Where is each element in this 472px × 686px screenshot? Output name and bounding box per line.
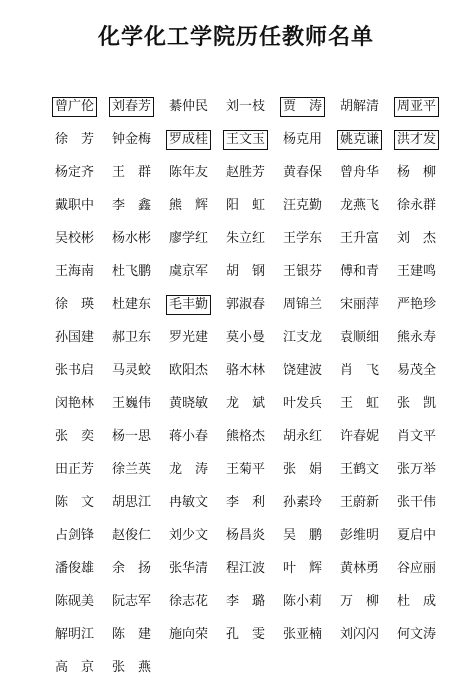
teacher-name-text: 徐 芳 [54,131,94,147]
teacher-name-text: 肖 飞 [339,362,379,378]
teacher-name [103,494,160,512]
name-row [46,156,446,189]
teacher-name-boxed [388,130,445,150]
teacher-name-text: 张 奕 [54,428,94,444]
teacher-name-text: 黄林勇 [339,560,379,576]
teacher-name-text: 孙国建 [54,329,94,345]
teacher-name-text: 刘 杰 [396,230,436,246]
teacher-name-text: 肖文平 [396,428,436,444]
teacher-name [331,329,388,347]
teacher-name-text: 谷应丽 [396,560,436,576]
teacher-name [217,197,274,215]
teacher-name-text: 朱立红 [225,230,265,246]
teacher-name-text: 冉敏文 [168,494,208,510]
teacher-name [331,593,388,611]
teacher-name [160,527,217,545]
teacher-name-text: 饶建波 [282,362,322,378]
teacher-name [160,329,217,347]
teacher-name [388,164,445,182]
teacher-name-text: 袁顺细 [339,329,379,345]
page-title: 化学化工学院历任教师名单 [97,25,374,50]
name-row [46,519,446,552]
teacher-name-text: 杨定齐 [54,164,94,180]
teacher-name [46,659,103,677]
teacher-name-text: 吴 鹏 [282,527,322,543]
teacher-name [46,263,103,281]
teacher-name-text: 徐 瑛 [54,296,94,312]
teacher-name [217,560,274,578]
name-row [46,123,446,156]
teacher-name [217,164,274,182]
teacher-name-text: 王菊平 [225,461,265,477]
teacher-name [46,428,103,446]
teacher-name [331,197,388,215]
teacher-name-text: 莫小曼 [225,329,265,345]
teacher-name-boxed [274,97,331,117]
teacher-name [331,494,388,512]
teacher-name [160,230,217,248]
teacher-name-text: 曾舟华 [339,164,379,180]
teacher-name [46,197,103,215]
name-row [46,288,446,321]
name-row [46,321,446,354]
teacher-name-text: 姚克谦 [337,130,382,150]
teacher-name [331,263,388,281]
teacher-name [331,296,388,314]
teacher-name [103,395,160,413]
teacher-name [103,659,160,677]
teacher-name [388,296,445,314]
teacher-name [217,626,274,644]
teacher-name-text: 杨 柳 [396,164,436,180]
teacher-name-text: 张 燕 [111,659,151,675]
teacher-name [103,626,160,644]
teacher-name [331,98,388,116]
teacher-name-text: 占剑锋 [54,527,94,543]
teacher-name [160,98,217,116]
teacher-name-text: 徐兰英 [111,461,151,477]
teacher-name [160,593,217,611]
name-row [46,618,446,651]
teacher-name-text: 黄晓敏 [168,395,208,411]
teacher-name [160,197,217,215]
teacher-name [331,560,388,578]
teacher-name [388,560,445,578]
teacher-name-text: 廖学红 [168,230,208,246]
teacher-name-text: 杜 成 [396,593,436,609]
teacher-name [103,230,160,248]
teacher-name-text: 张干伟 [396,494,436,510]
teacher-name-text: 熊格杰 [225,428,265,444]
teacher-name-text: 熊 辉 [168,197,208,213]
teacher-name [331,230,388,248]
teacher-name [388,230,445,248]
teacher-name-text: 许春妮 [339,428,379,444]
teacher-name [217,362,274,380]
teacher-name-text: 阳 虹 [225,197,265,213]
teacher-name-text: 刘闪闪 [339,626,379,642]
teacher-name [160,164,217,182]
teacher-name [103,197,160,215]
teacher-name-text: 张万举 [396,461,436,477]
teacher-name-text: 黄春保 [282,164,322,180]
teacher-name [331,428,388,446]
teacher-name [388,362,445,380]
teacher-name [103,428,160,446]
teacher-name-text: 张 凯 [396,395,436,411]
teacher-name [103,461,160,479]
teacher-name [388,593,445,611]
teacher-name-text: 赵胜芳 [225,164,265,180]
teacher-name-text: 骆木林 [225,362,265,378]
teacher-name-text: 胡 钢 [225,263,265,279]
teacher-name [274,461,331,479]
teacher-name-text: 罗成桂 [166,130,211,150]
teacher-name [160,626,217,644]
teacher-name [331,395,388,413]
teacher-name-text: 郭淑春 [225,296,265,312]
teacher-name-text: 宋丽萍 [339,296,379,312]
teacher-name [160,263,217,281]
teacher-name-text: 施向荣 [168,626,208,642]
teacher-name [388,428,445,446]
teacher-name [274,197,331,215]
teacher-name-text: 李 璐 [225,593,265,609]
teacher-name-text: 周锦兰 [282,296,322,312]
teacher-name [46,395,103,413]
teacher-name-text: 杜飞鹏 [111,263,151,279]
teacher-name [274,494,331,512]
teacher-name-text: 王鹤文 [339,461,379,477]
teacher-name-text: 杨水彬 [111,230,151,246]
name-row [46,387,446,420]
teacher-name-boxed [46,97,103,117]
teacher-name [160,362,217,380]
teacher-name [274,296,331,314]
teacher-name-text: 王银芬 [282,263,322,279]
teacher-name [274,560,331,578]
teacher-name-text: 张书启 [54,362,94,378]
teacher-name-text: 王升富 [339,230,379,246]
teacher-name [274,164,331,182]
teacher-name-text: 胡解清 [339,98,379,114]
teacher-name [388,263,445,281]
name-row [46,651,446,684]
teacher-name-text: 虞京军 [168,263,208,279]
teacher-name-text: 汪克勤 [282,197,322,213]
teacher-name-text: 陈 建 [111,626,151,642]
teacher-name [274,527,331,545]
teacher-name-text: 刘少文 [168,527,208,543]
teacher-name-text: 彭维明 [339,527,379,543]
name-row [46,453,446,486]
teacher-name [46,527,103,545]
teacher-name-text: 余 扬 [111,560,151,576]
name-row [46,486,446,519]
teacher-name [103,263,160,281]
name-row [46,90,446,123]
teacher-name-text: 王学东 [282,230,322,246]
teacher-name-text: 贾 涛 [280,97,325,117]
teacher-name [217,527,274,545]
teacher-name-text: 陈砚美 [54,593,94,609]
teacher-name-text: 王巍伟 [111,395,151,411]
teacher-name-text: 郝卫东 [111,329,151,345]
teacher-name [388,494,445,512]
teacher-name [46,461,103,479]
teacher-name [331,527,388,545]
teacher-name-text: 程江波 [225,560,265,576]
teacher-name [160,560,217,578]
teacher-name-text: 叶发兵 [282,395,322,411]
teacher-name [274,230,331,248]
teacher-name [217,230,274,248]
teacher-name-text: 蒋小春 [168,428,208,444]
teacher-name [103,131,160,149]
teacher-name-text: 张亚楠 [282,626,322,642]
teacher-name-text: 王海南 [54,263,94,279]
teacher-name-text: 王 群 [111,164,151,180]
teacher-name-text: 解明江 [54,626,94,642]
teacher-name-text: 杨克用 [282,131,322,147]
teacher-name [160,461,217,479]
teacher-name-boxed [217,130,274,150]
teacher-name-text: 孔 雯 [225,626,265,642]
teacher-name [217,329,274,347]
teacher-name-text: 徐志花 [168,593,208,609]
teacher-name-text: 潘俊雄 [54,560,94,576]
teacher-name [388,626,445,644]
teacher-name [274,428,331,446]
teacher-name [46,296,103,314]
name-row [46,585,446,618]
teacher-name-text: 曾广伦 [52,97,97,117]
teacher-name-text: 傅和青 [339,263,379,279]
teacher-name-text: 钟金梅 [111,131,151,147]
teacher-name-text: 赵俊仁 [111,527,151,543]
teacher-name-text: 张 娟 [282,461,322,477]
teacher-name-text: 周亚平 [394,97,439,117]
teacher-name-text: 高 京 [54,659,94,675]
teacher-name [274,362,331,380]
teacher-name [103,593,160,611]
teacher-name [46,362,103,380]
teacher-name [217,395,274,413]
teacher-name [331,461,388,479]
teacher-name-text: 闵艳林 [54,395,94,411]
teacher-name [103,362,160,380]
teacher-name [331,362,388,380]
teacher-name-text: 万 柳 [339,593,379,609]
teacher-name-text: 王建鸣 [396,263,436,279]
teacher-name [217,593,274,611]
teacher-name-text: 龙 斌 [225,395,265,411]
teacher-name-text: 罗光建 [168,329,208,345]
teacher-name [274,131,331,149]
teacher-name-text: 张华清 [168,560,208,576]
teacher-name-text: 李 鑫 [111,197,151,213]
teacher-name [46,164,103,182]
teacher-name-boxed [103,97,160,117]
teacher-name [46,230,103,248]
name-row [46,420,446,453]
teacher-name [388,395,445,413]
teacher-name-text: 陈年友 [168,164,208,180]
teacher-name [217,296,274,314]
teacher-name-text: 王 虹 [339,395,379,411]
teacher-name [331,626,388,644]
teacher-name-text: 徐永群 [396,197,436,213]
teacher-name-text: 杨昌炎 [225,527,265,543]
teacher-name-boxed [160,130,217,150]
teacher-name-text: 綦仲民 [168,98,208,114]
teacher-name-text: 杜建东 [111,296,151,312]
teacher-name [46,131,103,149]
teacher-name-boxed [331,130,388,150]
teacher-name [274,395,331,413]
teacher-name-text: 孙素玲 [282,494,322,510]
teacher-name-text: 夏启中 [396,527,436,543]
name-row [46,354,446,387]
teacher-name [46,560,103,578]
teacher-name [388,527,445,545]
teacher-name-boxed [388,97,445,117]
teacher-name-text: 王蔚新 [339,494,379,510]
teacher-name-text: 马灵蛟 [111,362,151,378]
teacher-name [274,626,331,644]
teacher-name [46,593,103,611]
teacher-name-text: 胡永红 [282,428,322,444]
name-row [46,552,446,585]
teacher-name [217,263,274,281]
teacher-name [388,197,445,215]
teacher-name [103,329,160,347]
teacher-name [274,263,331,281]
teacher-name-text: 田正芳 [54,461,94,477]
teacher-name-text: 王文玉 [223,130,268,150]
teacher-name-text: 刘一枝 [225,98,265,114]
teacher-name-text: 戴职中 [54,197,94,213]
teacher-name [388,329,445,347]
teacher-name-text: 熊永寿 [396,329,436,345]
teacher-name-text: 龙 涛 [168,461,208,477]
teacher-name [217,461,274,479]
name-row [46,189,446,222]
teacher-name-boxed [160,295,217,315]
name-row [46,255,446,288]
teacher-name [160,494,217,512]
teacher-name-text: 洪才发 [394,130,439,150]
teacher-name-text: 陈 文 [54,494,94,510]
teacher-name-text: 李 利 [225,494,265,510]
teacher-name-text: 江支龙 [282,329,322,345]
teacher-name-text: 欧阳杰 [168,362,208,378]
teacher-name-text: 吴校彬 [54,230,94,246]
teacher-name [46,329,103,347]
teacher-name-text: 龙燕飞 [339,197,379,213]
teacher-name [160,428,217,446]
teacher-name-text: 陈小莉 [282,593,322,609]
teacher-name [46,494,103,512]
teacher-name-text: 叶 辉 [282,560,322,576]
teacher-name [46,626,103,644]
teacher-name [160,395,217,413]
teacher-name [274,593,331,611]
teacher-name [103,560,160,578]
teacher-name [103,164,160,182]
name-row [46,222,446,255]
teacher-name [217,494,274,512]
teacher-name-text: 阮志军 [111,593,151,609]
teacher-name [274,329,331,347]
teacher-name [217,98,274,116]
teacher-name [388,461,445,479]
teacher-name-text: 易茂全 [396,362,436,378]
teacher-name-text: 胡思江 [111,494,151,510]
teacher-name-text: 何文涛 [396,626,436,642]
teacher-name [103,296,160,314]
teacher-name-text: 严艳珍 [396,296,436,312]
teacher-name-text: 刘春芳 [109,97,154,117]
teacher-name-text: 杨一思 [111,428,151,444]
teacher-name [217,428,274,446]
teacher-name [103,527,160,545]
teacher-name-grid [46,90,446,684]
teacher-name-text: 毛丰勤 [166,295,211,315]
teacher-name [331,164,388,182]
